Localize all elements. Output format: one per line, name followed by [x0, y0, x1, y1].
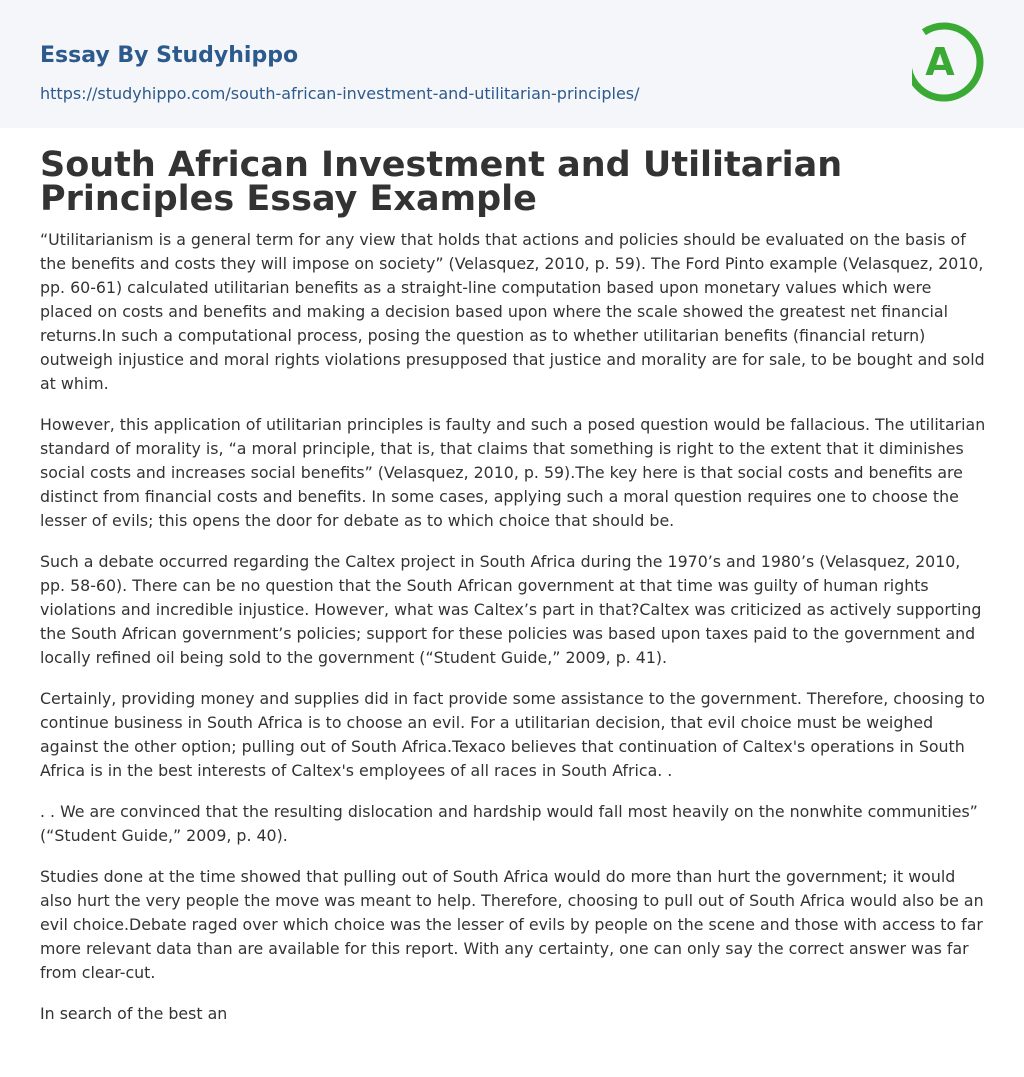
article-paragraph-3: Such a debate occurred regarding the Caltex project in South Africa during the 1970’s and 1980’s (Velasquez, 2010, pp. 58-60). There can be no question that the South African government at that time was guilty of human rights violations and incredible injustice. However, what was Caltex’s part in that?Caltex was criticized as actively supporting the South African government’s policies; support for these policies was based upon taxes paid to the government and locally refined oil being sold to the government (“Student Guide,” 2009, p. 41). — [40, 552, 982, 667]
article-paragraph-2: However, this application of utilitarian principles is faulty and such a posed question would be fallacious. The utilitarian standard of morality is, “a moral principle, that is, that claims that something is right to the extent that it diminishes social costs and increases social benefits” (Velasquez, 2010, p. 59).The key here is that social costs and benefits are distinct from financial costs and benefits. In some cases, applying such a moral question requires one to choose the lesser of evils; this opens the door for debate as to which choice that should be. — [40, 415, 986, 530]
site-brand[interactable]: Essay By Studyhippo — [40, 43, 299, 68]
article-paragraph-6: Studies done at the time showed that pulling out of South Africa would do more than hurt the government; it would also hurt the very people the move was meant to help. Therefore, choosing to pull out of South Africa would also be an evil choice.Debate raged over which choice was the lesser of evils by people on the scene and those with access to far more relevant data than are available for this report. With any certainty, one can only say the correct answer was far from clear-cut. — [40, 867, 984, 982]
article-title: South African Investment and Utilitarian Principles Essay Example — [40, 145, 843, 219]
article-paragraph-7: In search of the best an — [40, 1004, 228, 1023]
article-paragraph-1: “Utilitarianism is a general term for any view that holds that actions and policies should be evaluated on the basis of the benefits and costs they will impose on society” (Velasquez, 2010, p. 59). The Ford Pinto example (Velasquez, 2010, pp. 60-61) calculated utilitarian benefits as a straight-line computation based upon monetary values which were placed on costs and benefits and making a decision based upon where the scale showed the greatest net financial returns.In such a computational process, posing the question as to whether utilitarian benefits (financial return) outweigh injustice and moral rights violations presupposed that justice and morality are for sale, to be bought and sold at whim. — [40, 230, 985, 393]
site-header — [0, 0, 1024, 128]
article-paragraph-5: . . We are convinced that the resulting dislocation and hardship would fall most heavily on the nonwhite communities” (“Student Guide,” 2009, p. 40). — [40, 802, 978, 845]
logo-letter: A — [925, 40, 955, 84]
article-body — [40, 145, 988, 1026]
studyhippo-logo-icon[interactable] — [912, 18, 988, 106]
article-paragraph-4: Certainly, providing money and supplies did in fact provide some assistance to the government. Therefore, choosing to continue business in South Africa is to choose an evil. For a utilitarian decision, that evil choice must be weighed against the other option; pulling out of South Africa.Texaco believes that continuation of Caltex's operations in South Africa is in the best interests of Caltex's employees of all races in South Africa. . — [40, 689, 985, 780]
essay-url-link[interactable]: https://studyhippo.com/south-african-investment-and-utilitarian-principles/ — [40, 84, 640, 103]
